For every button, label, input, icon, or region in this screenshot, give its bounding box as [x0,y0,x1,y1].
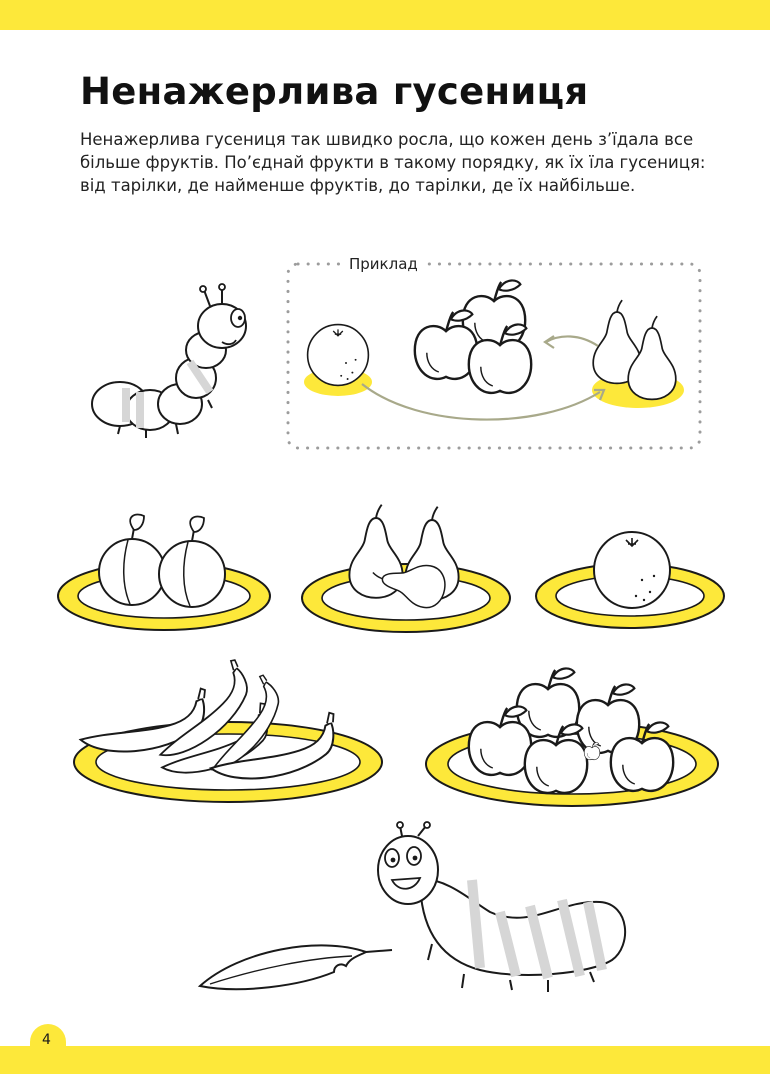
plate-bananas [74,659,382,802]
plate-plums [58,515,270,630]
example-label: Приклад [345,255,422,273]
plate-pears [302,505,510,632]
bottom-accent-bar [0,1046,770,1074]
plate-apples [426,668,718,806]
example-orange [304,325,372,396]
example-apples [415,280,531,392]
instruction-text: Ненажерлива гусениця так швидко росла, що кожен день з’їдала все більше фруктів. По’єднай фрукти в такому порядку, як їх їла гусениця: від тарілки, де найменше фруктів, до тарілки, де їх найбільше. [80,130,706,195]
eaten-leaf [200,945,392,989]
caterpillar-large [378,822,625,992]
example-arrow-pears-to-apples [546,336,598,346]
plate-orange [536,532,724,628]
page-title: Ненажерлива гусениця [80,70,589,113]
page-number: 4 [42,1032,51,1048]
page-number-tab [30,1024,66,1060]
caterpillar-small [92,284,246,438]
example-pears [592,300,684,408]
